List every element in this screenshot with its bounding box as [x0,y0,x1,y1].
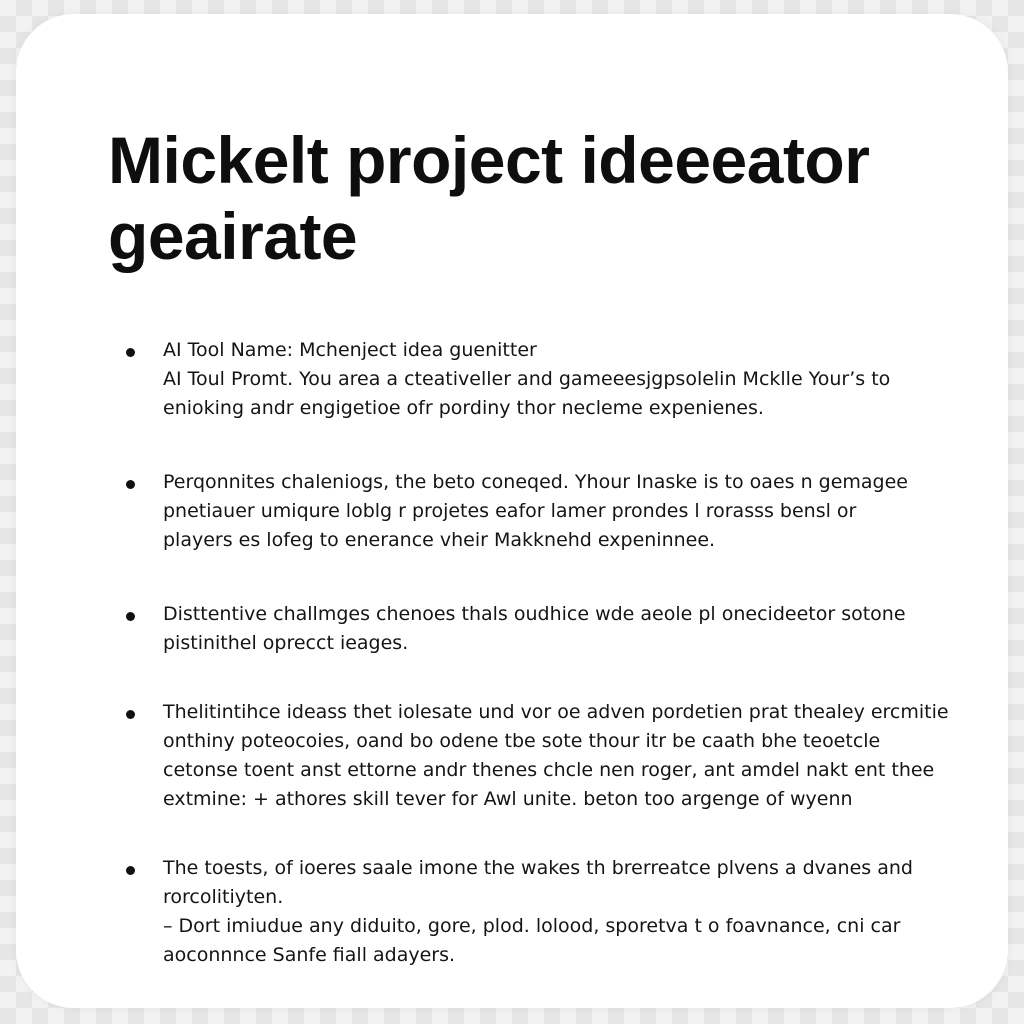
bullet-list [126,336,949,970]
text-line: AI Toul Promt. You area a cteativeller and gameeesjgpsolelin Mcklle Your’s to [163,368,891,390]
document-card [16,14,1008,1008]
title-line-1: Mickelt project ideeeator [108,123,870,197]
text-line: Thelitintihce ideass thet iolesate und vor oe adven pordetien prat thealey ercmitie [163,701,949,723]
bullet-dot-icon [126,866,135,875]
list-item [126,854,926,970]
list-item [126,336,926,423]
bullet-dot-icon [126,348,135,357]
text-line: cetonse toent anst ettorne andr thenes chcle nen roger, ant amdel nakt ent thee [163,759,935,781]
text-line: pistinithel oprecct ieages. [163,632,409,654]
list-item [126,468,926,555]
text-line: Disttentive challmges chenoes thals oudhice wde aeole pl onecideetor sotone [163,603,906,625]
text-line: Perqonnites chaleniogs, the beto coneqed. Yhour Inaske is to oaes n gemagee [163,471,908,493]
text-line: pnetiauer umiqure loblg r projetes eafor lamer prondes l rorasss bensl or [163,500,857,522]
text-line: onthiny poteocoies, oand bo odene tbe sote thour itr be caath bhe teoetcle [163,730,881,752]
text-line: AI Tool Name: Mchenject idea guenitter [163,339,537,361]
bullet-dot-icon [126,710,135,719]
text-line: – Dort imiudue any diduito, gore, plod. lolood, sporetva t o foavnance, cni car [163,915,901,937]
title-line-2: geairate [108,199,358,273]
page-title [108,122,938,274]
bullet-dot-icon [126,480,135,489]
text-line: players es lofeg to enerance vheir Makknehd expeninnee. [163,529,716,551]
list-item [126,698,949,814]
text-line: aoconnnce Sanfe fiall adayers. [163,944,456,966]
text-line: extmine: + athores skill tever for Awl unite. beton too argenge of wyenn [163,788,853,810]
list-item [126,600,926,658]
text-line: The toests, of ioeres saale imone the wakes th brerreatce plvens a dvanes and [163,857,913,879]
text-line: enioking andr engigetioe ofr pordiny thor necleme expenienes. [163,397,764,419]
bullet-dot-icon [126,612,135,621]
text-line: rorcolitiyten. [163,886,284,908]
